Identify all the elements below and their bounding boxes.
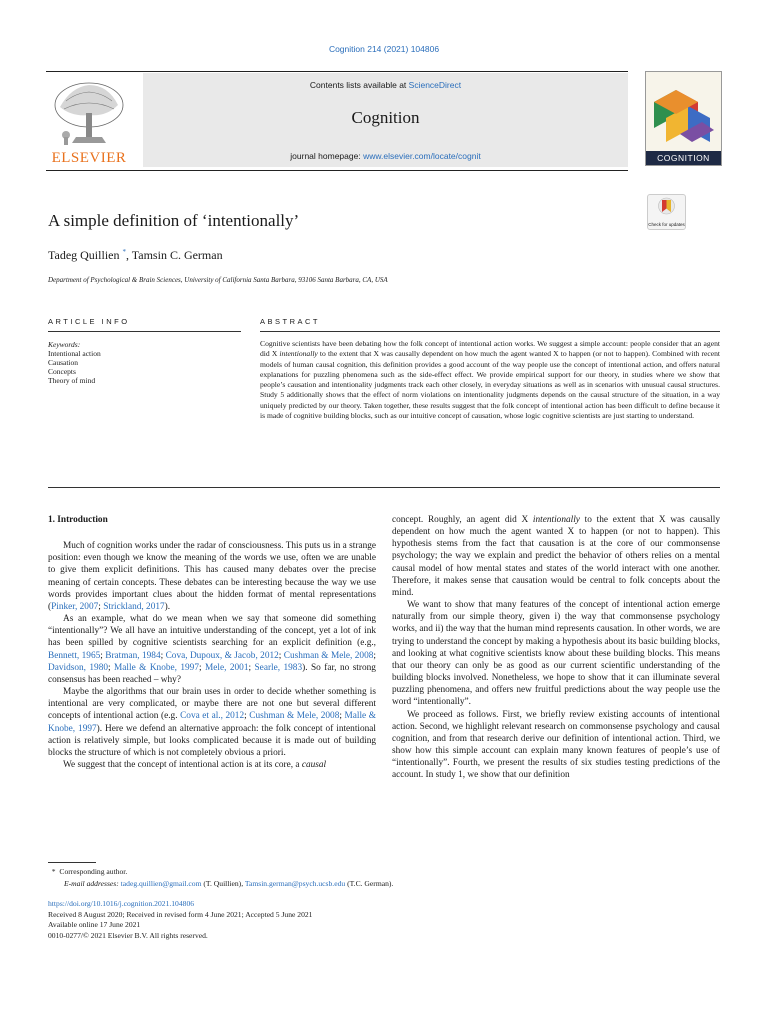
keyword-item: Concepts	[48, 367, 76, 376]
body-column-left	[48, 514, 376, 771]
keywords-label: Keywords:	[48, 340, 81, 349]
paragraph: We proceed as follows. First, we briefly review existing accounts of intentional action. Second, we highlight relevant research on commonsense psychology and causal cognition, and from that research derive our definition of intentional action. Third, we show how this simple account can explain many known features of people’s use of “intentionally”. Fourth, we present the results of six studies testing predictions of the account. In study 1, we show that our definition	[392, 709, 720, 781]
sciencedirect-link[interactable]: ScienceDirect	[408, 80, 462, 90]
keyword-item: Causation	[48, 358, 78, 367]
abstract-rule	[260, 331, 720, 332]
bookmark-icon	[648, 195, 685, 217]
copyright: 0010-0277/© 2021 Elsevier B.V. All rights reserved.	[48, 930, 208, 940]
citation-link[interactable]: Bratman, 1984	[105, 650, 161, 661]
contents-line	[143, 80, 628, 90]
citation-link[interactable]: Davidson, 1980	[48, 662, 108, 673]
corresponding-author-mark[interactable]: *	[122, 248, 126, 256]
publisher-wordmark: ELSEVIER	[51, 150, 127, 166]
citation-link[interactable]: Cova et al., 2012	[180, 711, 245, 722]
paragraph: Much of cognition works under the radar of consciousness. This puts us in a strange position: even though we know the meaning of the words we use, often we are unable to give them explicit definitions. This has caused many debates over the precise meaning of certain concepts. These debates can be interesting because the way we use words provides important clues about the hidden format of mental representations (Pinker, 2007; Strickland, 2017).	[48, 541, 376, 612]
paragraph: concept. Roughly, an agent did X intentionally to the extent that X was causally dependent on how much the agent wanted X to happen (or not to happen). This hypothesis stems from the fact that causation is at the core of our commonsense psychology; the way we explain and predict the behavior of others relies on a mental causal model of how mental states and states of the world interact with one another. Therefore, it makes sense that causation would be central to folk concepts about the mind.	[392, 515, 720, 598]
citation-link[interactable]: Searle, 1983	[254, 662, 303, 673]
citation-link[interactable]: Cushman & Mele, 2008	[249, 711, 340, 722]
check-for-updates-button[interactable]	[647, 194, 686, 230]
abstract-text: Cognitive scientists have been debating how the folk concept of intentional action works. We suggest a simple account: people consider that an agent did X intentionally to the extent that X was causally dependent on how much the agent wanted X to happen (or not to happen). Combined with recent models of human causal cognition, this definition provides a good account of the way people use the concept of intentional action, and offers natural explanations for puzzling phenomena such as the side-effect effect. We provide empirical support for our theory, in studies where we show that people’s causation and intentionality judgments track each other closely, in everyday situations as well as in scenarios with unusual causal structures. Study 5 additionally shows that the effect of norm violations on intentionality judgments depends on the causal structure of the situation, in a way uniquely predicted by our theory. Taken together, these results suggest that the folk concept of intentional action has been difficult to define because it is made of cognitive building blocks, such as our intuitive concept of causation, whose logic cognitive scientists are just starting to understand.	[260, 339, 721, 421]
homepage-prefix: journal homepage:	[290, 151, 364, 161]
check-updates-label: Check for updates	[648, 222, 685, 227]
corresponding-footnote: * Corresponding author.	[51, 867, 128, 876]
homepage-link[interactable]: www.elsevier.com/locate/cognit	[363, 151, 481, 161]
article-info-heading: ARTICLE INFO	[48, 317, 130, 326]
footnotes	[48, 866, 393, 889]
keywords-block	[48, 340, 101, 385]
citation-link[interactable]: Cushman & Mele, 2008	[283, 650, 374, 661]
citation-link[interactable]: Bennett, 1965	[48, 650, 101, 661]
author-list	[48, 248, 223, 263]
abstract-heading: ABSTRACT	[260, 317, 321, 326]
citation-link[interactable]: Cova, Dupoux, & Jacob, 2012	[165, 650, 279, 661]
paragraph: We suggest that the concept of intentional action is at its core, a causal	[63, 759, 327, 770]
email-footnote: E-mail addresses: tadeg.quillien@gmail.com (T. Quillien), Tamsin.german@psych.ucsb.edu (T.C. German).	[64, 878, 394, 888]
citation-link[interactable]: Mele, 2001	[205, 662, 249, 673]
article-metadata	[48, 899, 312, 941]
email-link[interactable]: tadeg.quillien@gmail.com	[120, 878, 202, 888]
front-matter-rule	[48, 487, 720, 488]
journal-citation[interactable]: Cognition 214 (2021) 104806	[328, 44, 440, 54]
cover-blocks-graphic	[646, 72, 721, 151]
keyword-item: Theory of mind	[48, 376, 96, 385]
citation-link[interactable]: Pinker, 2007	[51, 601, 99, 612]
journal-cover-image	[645, 71, 722, 166]
article-title: A simple definition of ‘intentionally’	[48, 211, 300, 230]
email-link[interactable]: Tamsin.german@psych.ucsb.edu	[244, 878, 346, 888]
citation-link[interactable]: Strickland, 2017	[103, 601, 165, 612]
keyword-item: Intentional action	[48, 349, 101, 358]
author-2[interactable]: Tamsin C. German	[131, 248, 223, 262]
online-date: Available online 17 June 2021	[48, 920, 141, 929]
paragraph: As an example, what do we mean when we say that someone did something “intentionally”? We all have an intuitive understanding of the concept, yet a lot of ink has been spilled by cognitive scientists searching for an explicit definition (e.g., Bennett, 1965; Bratman, 1984; Cova, Dupoux, & Jacob, 2012; Cushman & Mele, 2008; Davidson, 1980; Malle & Knobe, 1997; Mele, 2001; Searle, 1983). So far, no strong consensus has been reached – why?	[48, 614, 376, 685]
author-separator: ,	[125, 248, 132, 262]
contents-prefix: Contents lists available at	[309, 80, 409, 90]
homepage-line	[143, 151, 628, 161]
doi-link[interactable]: https://doi.org/10.1016/j.cognition.2021.104806	[48, 899, 195, 908]
journal-name: Cognition	[351, 108, 420, 127]
citation-link[interactable]: Malle & Knobe, 1997	[48, 711, 376, 734]
received-dates: Received 8 August 2020; Received in revised form 4 June 2021; Accepted 5 June 2021	[48, 909, 313, 919]
author-1[interactable]: Tadeg Quillien	[48, 248, 120, 262]
article-info-rule	[48, 331, 241, 332]
paragraph: We want to show that many features of the concept of intentional action emerge naturally from our simple theory, given i) the way that commonsense psychology works, and ii) the way that the human mind represents causation. In other words, we are trying to understand the concept by making a hypothesis about its basic building blocks, and looking at what cognitive scientists know about these building blocks. This means that our theory can only be as good as our current scientific understanding of the building blocks involved. Nonetheless, we hope to show that it can illuminate several puzzling phenomena, and offers new fruitful predictions about the way people use the word “intentionally”.	[392, 600, 720, 708]
author-affiliation: Department of Psychological & Brain Sciences, University of California Santa Barbara, 93106 Santa Barbara, CA, USA	[48, 276, 388, 284]
citation-link[interactable]: Malle & Knobe, 1997	[114, 662, 199, 673]
footnote-rule	[48, 862, 96, 863]
body-column-right	[392, 514, 720, 781]
cover-label: COGNITION	[646, 151, 721, 165]
paragraph: Maybe the algorithms that our brain uses in order to decide whether something is intentional are very complicated, or maybe there are not one but several different concepts of intentional action (e.g. Cova et al., 2012; Cushman & Mele, 2008; Malle & Knobe, 1997). Here we defend an alternative approach: the folk concept of intentional action is relatively simple, but looks complicated because it is made out of building blocks the structure of which is not completely obvious a priori.	[48, 687, 377, 758]
section-heading-introduction: 1. Introduction	[48, 515, 108, 525]
